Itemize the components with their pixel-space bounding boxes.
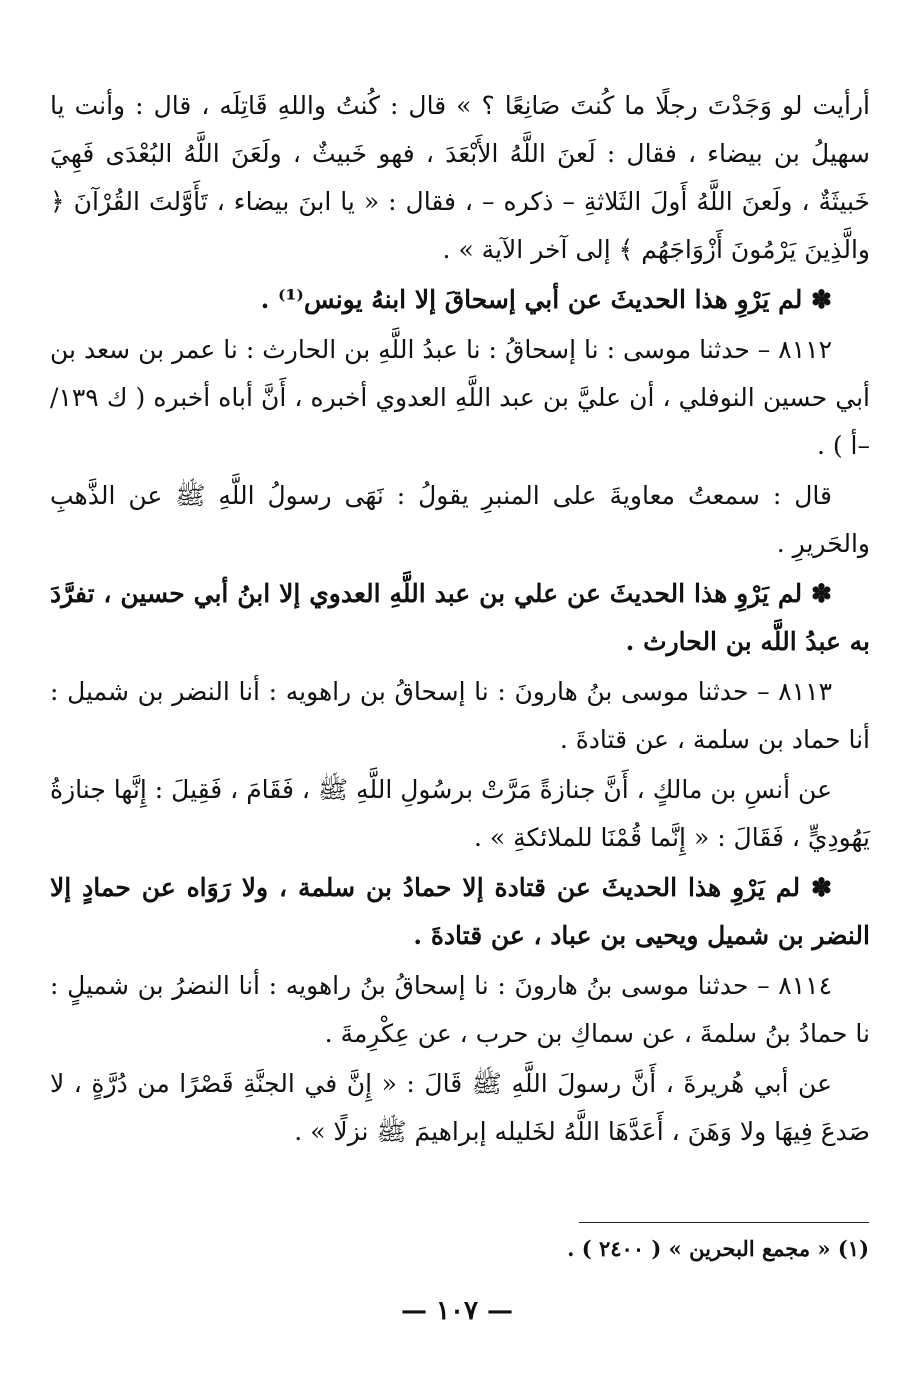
page-number: — ١٠٧ — [400, 1296, 514, 1326]
paragraph-hadith-8113-isnad: ٨١١٣ – حدثنا موسى بنُ هارونَ : نا إسحاقُ بن راهويه : أنا النضر بن شميل : أنا حماد بن سلمة ، عن قتادةَ . [50, 677, 870, 754]
paragraph-comment-2: ✽ لم يَرْوِ هذا الحديثَ عن علي بن عبد اللَّهِ العدوي إلا ابنُ أبي حسين ، تفرَّدَ به عبدُ اللَّه بن الحارث . [50, 579, 870, 656]
paragraph-hadith-continuation: أرأيت لو وَجَدْتَ رجلًا ما كُنتَ صَانِعًا ؟ » قال : كُنتُ واللهِ قَاتِلَه ، قال : وأنت يا سهيلُ بن بيضاء ، فقال : لَعنَ اللَّهُ الأَبْعَدَ ، فهو خَبيثٌ ، ولَعَنَ اللَّهُ البُعْدَى فَهِيَ خَبيثَةٌ ، ولَعنَ اللَّهُ أَولَ الثَلاثةِ – ذكره – ، فقال : « يا ابنَ بيضاء ، تَأَوَّلتَ القُرْآنَ ﴿ والَّذِينَ يَرْمُونَ أَزْوَاجَهُم ﴾ إلى آخر الآية » . [50, 91, 870, 264]
footnote-divider [579, 1222, 869, 1223]
paragraph-hadith-8114-isnad: ٨١١٤ – حدثنا موسى بنُ هارونَ : نا إسحاقُ بنُ راهويه : أنا النضرُ بن شميلٍ : نا حمادُ بنُ سلمةَ ، عن سماكِ بن حرب ، عن عِكْرِمةَ . [50, 971, 870, 1048]
paragraph-hadith-8113-matn: عن أنسِ بن مالكٍ ، أَنَّ جنازةً مَرَّتْ برسُولِ اللَّهِ ﷺ ، فَقَامَ ، فَقِيلَ : إِنَّها جنازةُ يَهُودِيٍّ ، فَقَالَ : « إِنَّما قُمْنَا للملائكةِ » . [50, 775, 870, 852]
paragraph-hadith-8112-matn: قال : سمعتُ معاويةَ على المنبرِ يقولُ : نَهَى رسولُ اللَّهِ ﷺ عن الذَّهبِ والحَريرِ . [50, 481, 870, 558]
paragraph-comment-3: ✽ لم يَرْوِ هذا الحديثَ عن قتادة إلا حمادُ بن سلمة ، ولا رَوَاه عن حمادٍ إلا النضر بن شميل ويحيى بن عباد ، عن قتادةَ . [50, 873, 870, 950]
page-body [50, 82, 870, 1158]
paragraph-comment-1: ✽ لم يَرْوِ هذا الحديثَ عن أبي إسحاقَ إلا ابنهُ يونس⁽¹⁾ . [260, 285, 832, 314]
footnote: (١) « مجمع البحرين » ( ٢٤٠٠ ) . [567, 1236, 869, 1261]
paragraph-hadith-8112-isnad: ٨١١٢ – حدثنا موسى : نا إسحاقُ : نا عبدُ اللَّهِ بن الحارث : نا عمر بن سعد بن أبي حسين النوفلي ، أن عليَّ بن عبد اللَّهِ العدوي أخبره ، أَنَّ أباه أخبره ( ك ١٣٩/ –أ ) . [50, 335, 870, 460]
paragraph-hadith-8114-matn: عن أبي هُريرةَ ، أَنَّ رسولَ اللَّهِ ﷺ قَالَ : « إِنَّ في الجنَّةِ قَصْرًا من دُرَّةٍ ، لا صَدعَ فِيهَا ولا وَهَنَ ، أَعَدَّهَا اللَّهُ لخَليله إبراهيمَ ﷺ نزلًا » . [50, 1069, 870, 1146]
